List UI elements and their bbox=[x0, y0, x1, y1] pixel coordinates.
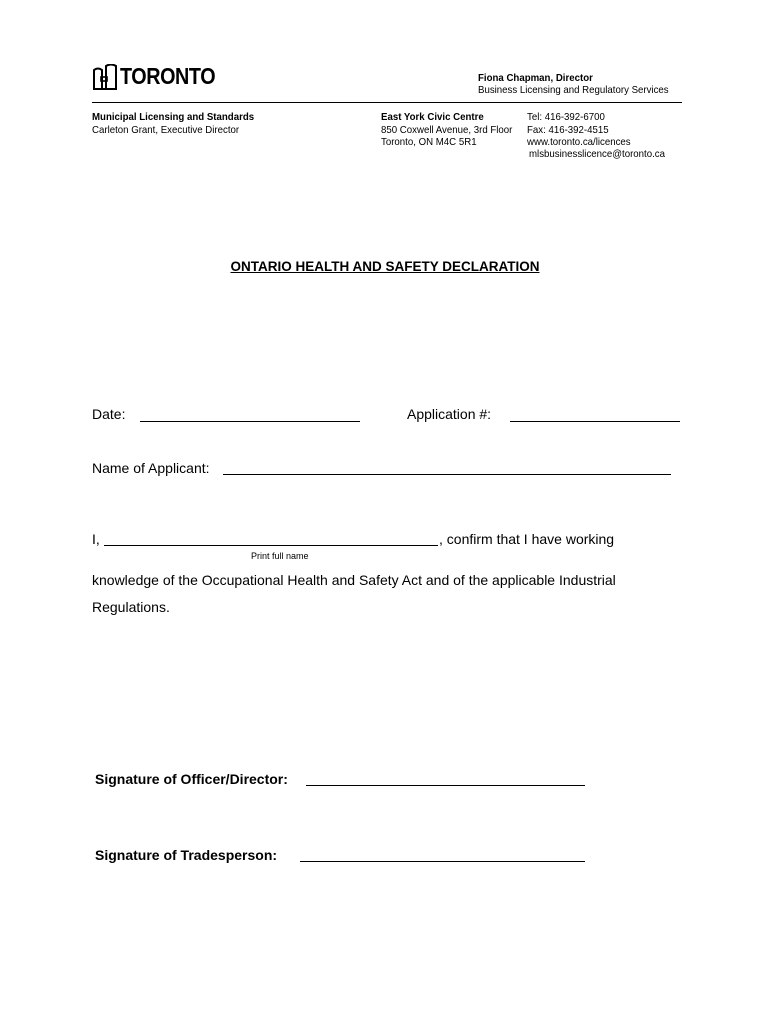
officer-signature-label: Signature of Officer/Director: bbox=[95, 771, 288, 787]
applicant-name-field[interactable] bbox=[223, 474, 671, 475]
declaration-text-line2: Regulations. bbox=[92, 599, 170, 615]
full-name-field[interactable] bbox=[104, 545, 438, 546]
date-label: Date: bbox=[92, 406, 126, 422]
tradesperson-signature-field[interactable] bbox=[300, 861, 585, 862]
city-hall-icon bbox=[92, 64, 118, 90]
contact-email[interactable]: mlsbusinesslicence@toronto.ca bbox=[529, 148, 665, 160]
office-address-line2: Toronto, ON M4C 5R1 bbox=[381, 136, 477, 148]
declaration-text-line1: knowledge of the Occupational Health and Safety Act and of the applicable Industrial bbox=[92, 572, 616, 588]
director-name: Fiona Chapman, Director bbox=[478, 72, 593, 84]
tradesperson-signature-label: Signature of Tradesperson: bbox=[95, 847, 278, 863]
application-number-field[interactable] bbox=[510, 421, 680, 422]
application-number-label: Application #: bbox=[407, 406, 492, 422]
logo-text: TORONTO bbox=[120, 63, 216, 89]
applicant-name-label: Name of Applicant: bbox=[92, 460, 210, 476]
contact-website[interactable]: www.toronto.ca/licences bbox=[527, 136, 631, 148]
contact-telephone: Tel: 416-392-6700 bbox=[527, 111, 605, 123]
office-address-line1: 850 Coxwell Avenue, 3rd Floor bbox=[381, 124, 513, 136]
division-executive: Carleton Grant, Executive Director bbox=[92, 124, 240, 136]
date-field[interactable] bbox=[140, 421, 360, 422]
toronto-logo bbox=[92, 62, 216, 92]
division-name: Municipal Licensing and Standards bbox=[92, 111, 255, 123]
print-name-caption: Print full name bbox=[251, 551, 309, 561]
confirm-prefix: I, bbox=[92, 531, 100, 547]
confirm-suffix: , confirm that I have working bbox=[439, 531, 615, 547]
header-rule bbox=[92, 102, 682, 103]
officer-signature-field[interactable] bbox=[306, 785, 585, 786]
director-department: Business Licensing and Regulatory Services bbox=[478, 84, 669, 96]
contact-fax: Fax: 416-392-4515 bbox=[527, 124, 609, 136]
office-name: East York Civic Centre bbox=[381, 111, 484, 123]
form-title: ONTARIO HEALTH AND SAFETY DECLARATION bbox=[230, 259, 540, 274]
